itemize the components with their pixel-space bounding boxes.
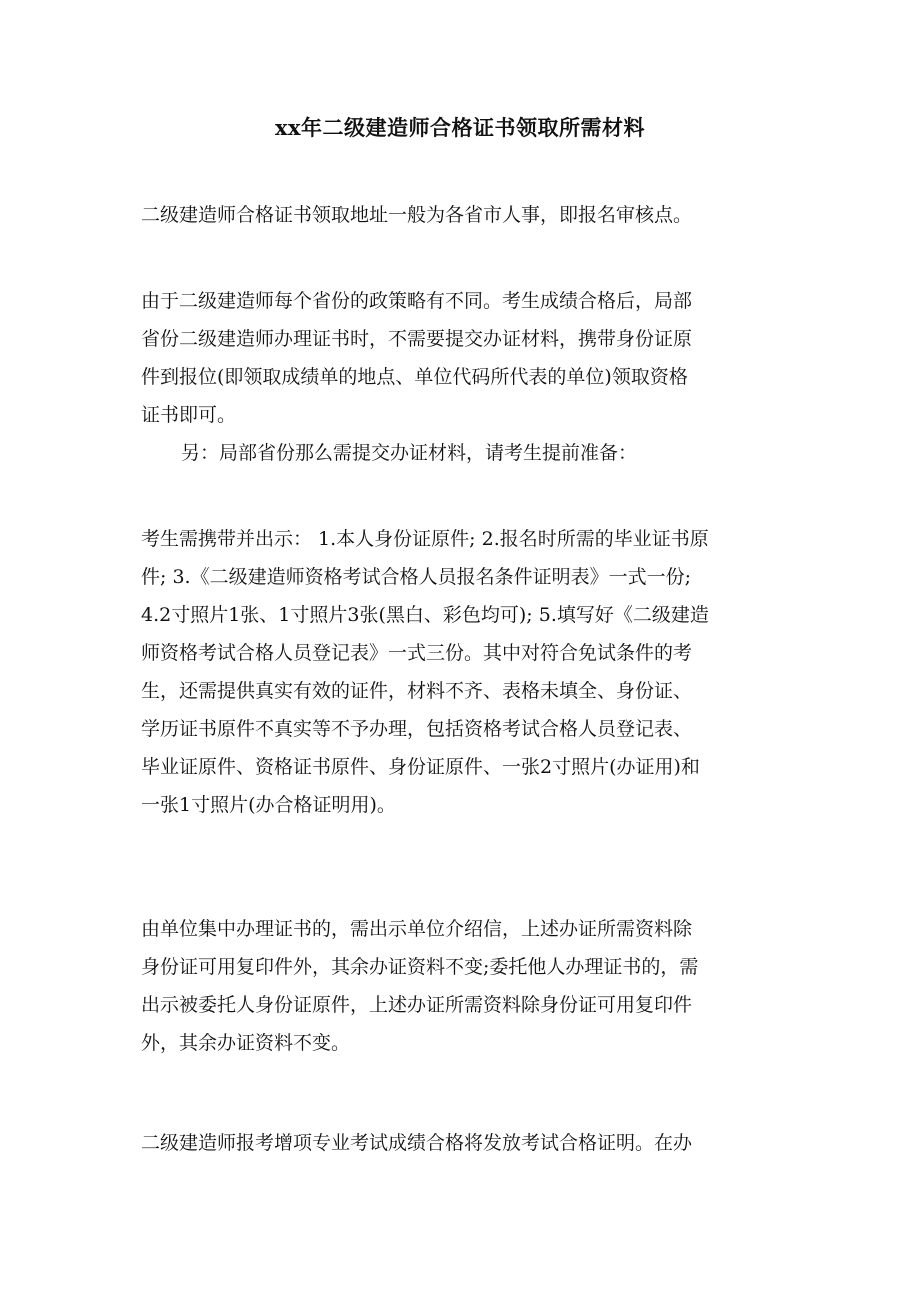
text-line: 外，其余办证资料不变。 bbox=[141, 1032, 351, 1054]
text-line: 二级建造师报考增项专业考试成绩合格将发放考试合格证明。在办 bbox=[141, 1132, 693, 1154]
text-line: 一张1寸照片(办合格证明用)。 bbox=[141, 794, 396, 816]
text-line: 学历证书原件不真实等不予办理，包括资格考试合格人员登记表、 bbox=[141, 718, 693, 740]
text-line: 二级建造师合格证书领取地址一般为各省市人事，即报名审核点。 bbox=[141, 204, 693, 226]
paragraph-additional-specialty bbox=[141, 1124, 781, 1162]
document-title: xx年二级建造师合格证书领取所需材料 bbox=[274, 115, 646, 140]
text-line: 由于二级建造师每个省份的政策略有不同。考生成绩合格后，局部 bbox=[141, 290, 693, 312]
text-line: 由单位集中办理证书的，需出示单位介绍信，上述办证所需资料除 bbox=[141, 918, 693, 940]
text-line: 证书即可。 bbox=[141, 404, 237, 426]
text-line: 另：局部省份那么需提交办证材料，请考生提前准备： bbox=[181, 442, 638, 464]
text-line: 出示被委托人身份证原件，上述办证所需资料除身份证可用复印件 bbox=[141, 994, 693, 1016]
text-line: 件到报位(即领取成绩单的地点、单位代码所代表的单位)领取资格 bbox=[141, 366, 688, 388]
text-line: 师资格考试合格人员登记表》一式三份。其中对符合免试条件的考 bbox=[141, 642, 693, 664]
text-line: 毕业证原件、资格证书原件、身份证原件、一张2寸照片(办证用)和 bbox=[141, 756, 700, 778]
text-line: 身份证可用复印件外，其余办证资料不变;委托他人办理证书的，需 bbox=[141, 956, 699, 978]
paragraph-provincial-policy bbox=[141, 282, 781, 434]
paragraph-materials-notice bbox=[141, 434, 781, 472]
text-line: 考生需携带并出示： 1.本人身份证原件; 2.报名时所需的毕业证书原 bbox=[141, 528, 709, 550]
paragraph-required-documents bbox=[141, 520, 781, 824]
paragraph-certificate-address bbox=[141, 196, 781, 234]
text-line: 4.2寸照片1张、1寸照片3张(黑白、彩色均可); 5.填写好《二级建造 bbox=[141, 604, 709, 626]
text-line: 生，还需提供真实有效的证件，材料不齐、表格未填全、身份证、 bbox=[141, 680, 693, 702]
paragraph-unit-or-proxy bbox=[141, 910, 781, 1062]
text-line: 件; 3.《二级建造师资格考试合格人员报名条件证明表》一式一份; bbox=[141, 566, 691, 588]
text-line: 省份二级建造师办理证书时，不需要提交办证材料，携带身份证原 bbox=[141, 328, 693, 350]
